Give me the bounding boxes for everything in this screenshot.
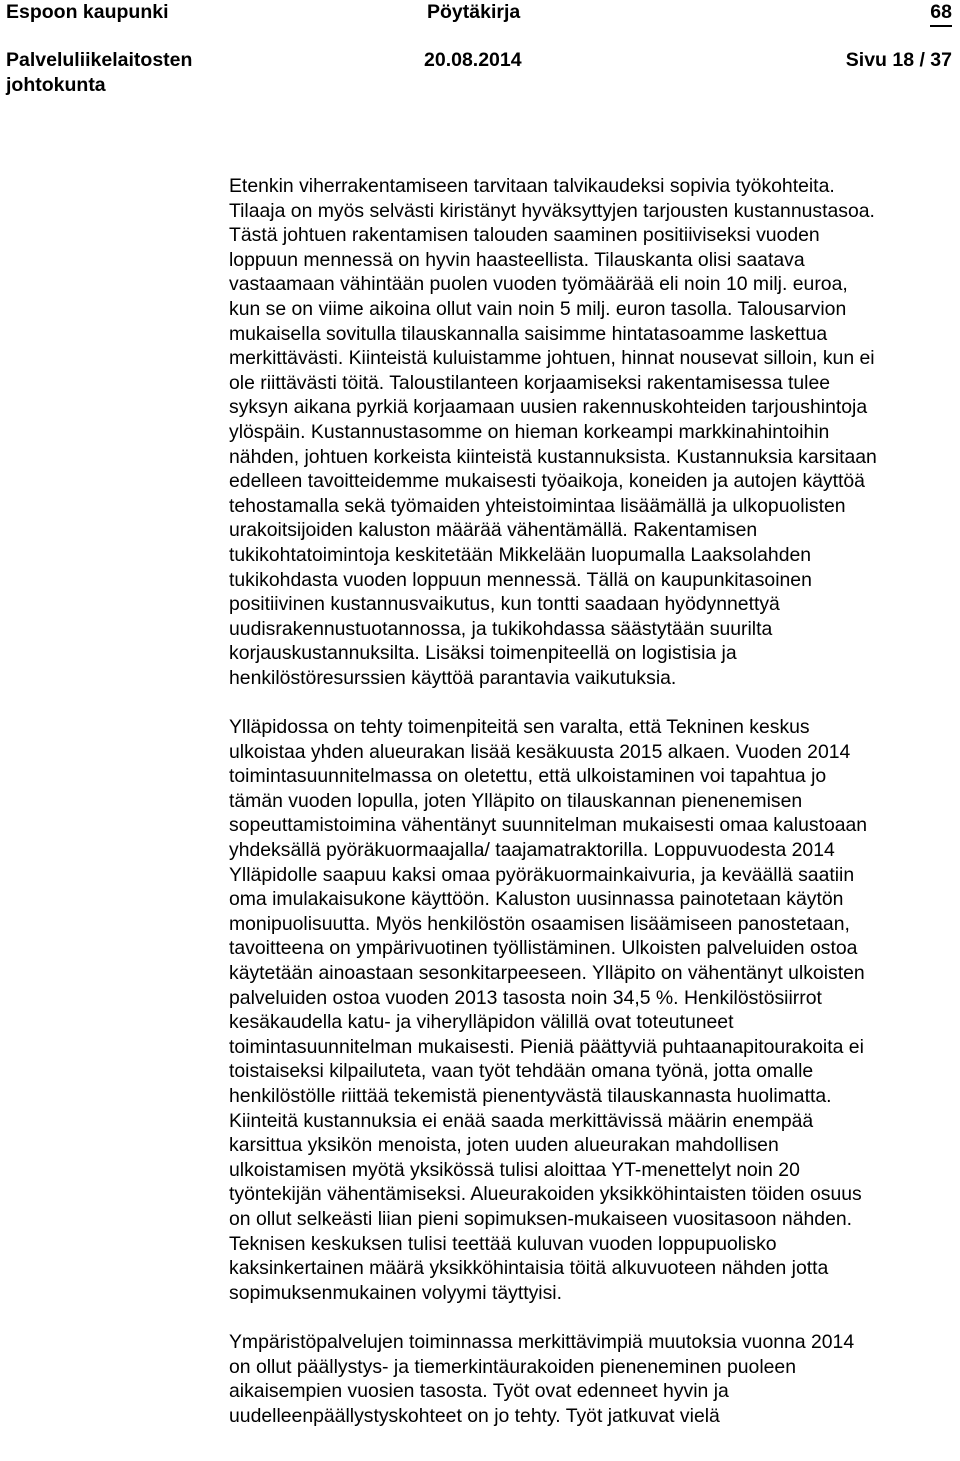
page-number: Sivu 18 / 37 (845, 49, 952, 71)
text-line: Ylläpidolle saapuu kaksi omaa pyöräkuormainkaivuria, ja keväällä saatiin (229, 863, 855, 886)
text-line: edelleen tavoitteidemme mukaisesti työaikoja, koneiden ja autojen käyttöä (229, 470, 865, 493)
text-line: on ollut päällystys- ja tiemerkintäurakoiden pieneneminen puoleen (229, 1355, 796, 1378)
text-line: palveluiden ostoa vuoden 2013 tasosta noin 34,5 %. Henkilöstösiirrot (229, 986, 822, 1009)
paragraph-gap (229, 690, 957, 715)
unit-name (6, 48, 192, 98)
unit-name-line2: johtokunta (6, 74, 106, 96)
text-line: toistaiseksi kilpailuteta, vaan työt tehdään omana työnä, jotta omalle (229, 1060, 814, 1083)
text-line: tukikohtatoimintoja keskitetään Mikkelään luopumalla Laaksolahden (229, 543, 812, 566)
text-line: Ylläpidossa on tehty toimenpiteitä sen varalta, että Tekninen keskus (229, 716, 810, 739)
text-line: aikaisempien vuosien tasosta. Työt ovat edenneet hyvin ja (229, 1380, 729, 1403)
text-line: Etenkin viherrakentamiseen tarvitaan talvikaudeksi sopivia työkohteita. (229, 175, 835, 197)
unit-name-line1: Palveluliikelaitosten (6, 49, 193, 71)
organization-name: Espoon kaupunki (6, 1, 169, 23)
text-line: Kiinteitä kustannuksia ei enää saada merkittävissä määrin enempää (229, 1109, 814, 1132)
text-line: Tästä johtuen rakentamisen talouden saaminen positiiviseksi vuoden (229, 224, 820, 247)
text-line: työntekijän vähentämiseksi. Alueurakoiden yksikköhintaisten töiden osuus (229, 1183, 862, 1206)
text-line: ulkoistamisen myötä yksikössä tulisi aloittaa YT-menettelyt noin 20 (229, 1158, 800, 1181)
text-line: nähden, johtuen korkeista kiinteistä kustannuksista. Kustannuksia karsitaan (229, 445, 877, 468)
document-number: 68 (930, 0, 952, 27)
text-line: kesäkaudella katu- ja viherylläpidon välillä ovat toteutuneet (229, 1011, 734, 1034)
text-line: ylöspäin. Kustannustasomme on hieman korkeampi markkinahintoihin (229, 420, 830, 443)
text-line: positiivinen kustannusvaikutus, kun tontti saadaan hyödynnettyä (229, 593, 780, 616)
meeting-date: 20.08.2014 (424, 49, 522, 71)
document-type: Pöytäkirja (427, 1, 521, 23)
text-line: monipuolisuutta. Myös henkilöstön osaamisen lisäämiseen panostetaan, (229, 912, 850, 935)
text-line: toimintasuunnitelman mukaisesti. Pieniä päättyviä puhtaanapitourakoita ei (229, 1035, 864, 1058)
text-line: sopimuksenmukainen volyymi täyttyisi. (229, 1281, 562, 1304)
text-line: Tilaaja on myös selvästi kiristänyt hyväksyttyjen tarjousten kustannustasoa. (229, 199, 875, 222)
text-line: urakoitsijoiden kaluston määrää vähentämällä. Rakentamisen (229, 519, 758, 542)
text-line: merkittävästi. Kiinteistä kuluistamme johtuen, hinnat nousevat silloin, kun ei (229, 347, 875, 370)
text-line: oma imulakaisukone käyttöön. Kaluston uusinnassa painotetaan käytön (229, 888, 844, 911)
text-line: karsittua yksikön menoista, joten uuden alueurakan mahdollisen (229, 1134, 779, 1157)
document-header (0, 0, 960, 96)
text-line: mukaisella sovitulla tilauskannalla saisimme hintatasoamme laskettua (229, 322, 828, 345)
text-line: yhdeksällä pyöräkuormaajalla/ taajamatraktorilla. Loppuvuodesta 2014 (229, 839, 835, 862)
text-line: tehostamalla sekä työmaiden yhteistoimintaa lisäämällä ja ulkopuolisten (229, 494, 846, 517)
text-line: käytetään ainoastaan sesonkitarpeeseen. Ylläpito on vähentänyt ulkoisten (229, 962, 865, 984)
text-line: toimintasuunnitelmassa on oletettu, että ulkoistaminen voi tapahtua jo (229, 765, 827, 788)
paragraph (229, 715, 957, 1305)
paragraph (229, 174, 957, 690)
text-line: vastaamaan vähintään puolen vuoden työmäärää eli noin 10 milj. euroa, (229, 273, 848, 296)
text-line: tämän vuoden lopulla, joten Ylläpito on tilauskannan pienenemisen (229, 789, 803, 812)
text-line: uudelleenpäällystyskohteet on jo tehty. Työt jatkuvat vielä (229, 1404, 720, 1427)
text-line: on ollut selkeästi liian pieni sopimuksen-mukaiseen vuositasoon nähden. (229, 1207, 853, 1230)
text-line: henkilöstölle riittää tekemistä pienentyvästä tilauskannasta huolimatta. (229, 1084, 832, 1107)
text-line: korjauskustannuksilta. Lisäksi toimenpiteellä on logistisia ja (229, 642, 737, 665)
paragraph (229, 1330, 957, 1428)
text-line: ole riittävästi töitä. Taloustilanteen korjaamiseksi rakentamisessa tulee (229, 371, 831, 394)
text-line: henkilöstöresurssien käyttöä parantavia vaikutuksia. (229, 666, 677, 689)
text-line: Ympäristöpalvelujen toiminnassa merkittävimpiä muutoksia vuonna 2014 (229, 1330, 855, 1353)
document-body (229, 174, 957, 1428)
text-line: kun se on viime aikoina ollut vain noin 5 milj. euron tasolla. Talousarvion (229, 297, 847, 320)
paragraph-gap (229, 1305, 957, 1330)
text-line: tavoitteena on ympärivuotinen työllistäminen. Ulkoisten palveluiden ostoa (229, 937, 858, 960)
text-line: syksyn aikana pyrkiä korjaamaan uusien rakennuskohteiden tarjoushintoja (229, 396, 868, 419)
text-line: Teknisen keskuksen tulisi teettää kuluvan vuoden loppupuolisko (229, 1232, 777, 1255)
text-line: tukikohdasta vuoden loppuun mennessä. Tällä on kaupunkitasoinen (229, 568, 812, 591)
text-line: kaksinkertainen määrä yksikköhintaisia töitä alkuvuoteen nähden jotta (229, 1257, 829, 1280)
text-line: uudisrakennustuotannossa, ja tukikohdassa säästytään suurilta (229, 617, 773, 640)
text-line: ulkoistaa yhden alueurakan lisää kesäkuusta 2015 alkaen. Vuoden 2014 (229, 740, 851, 763)
text-line: loppuun mennessä on hyvin haasteellista. Tilauskanta olisi saatava (229, 248, 805, 271)
text-line: sopeuttamistoimina vähentänyt suunnitelman mukaisesti omaa kalustoaan (229, 814, 868, 837)
